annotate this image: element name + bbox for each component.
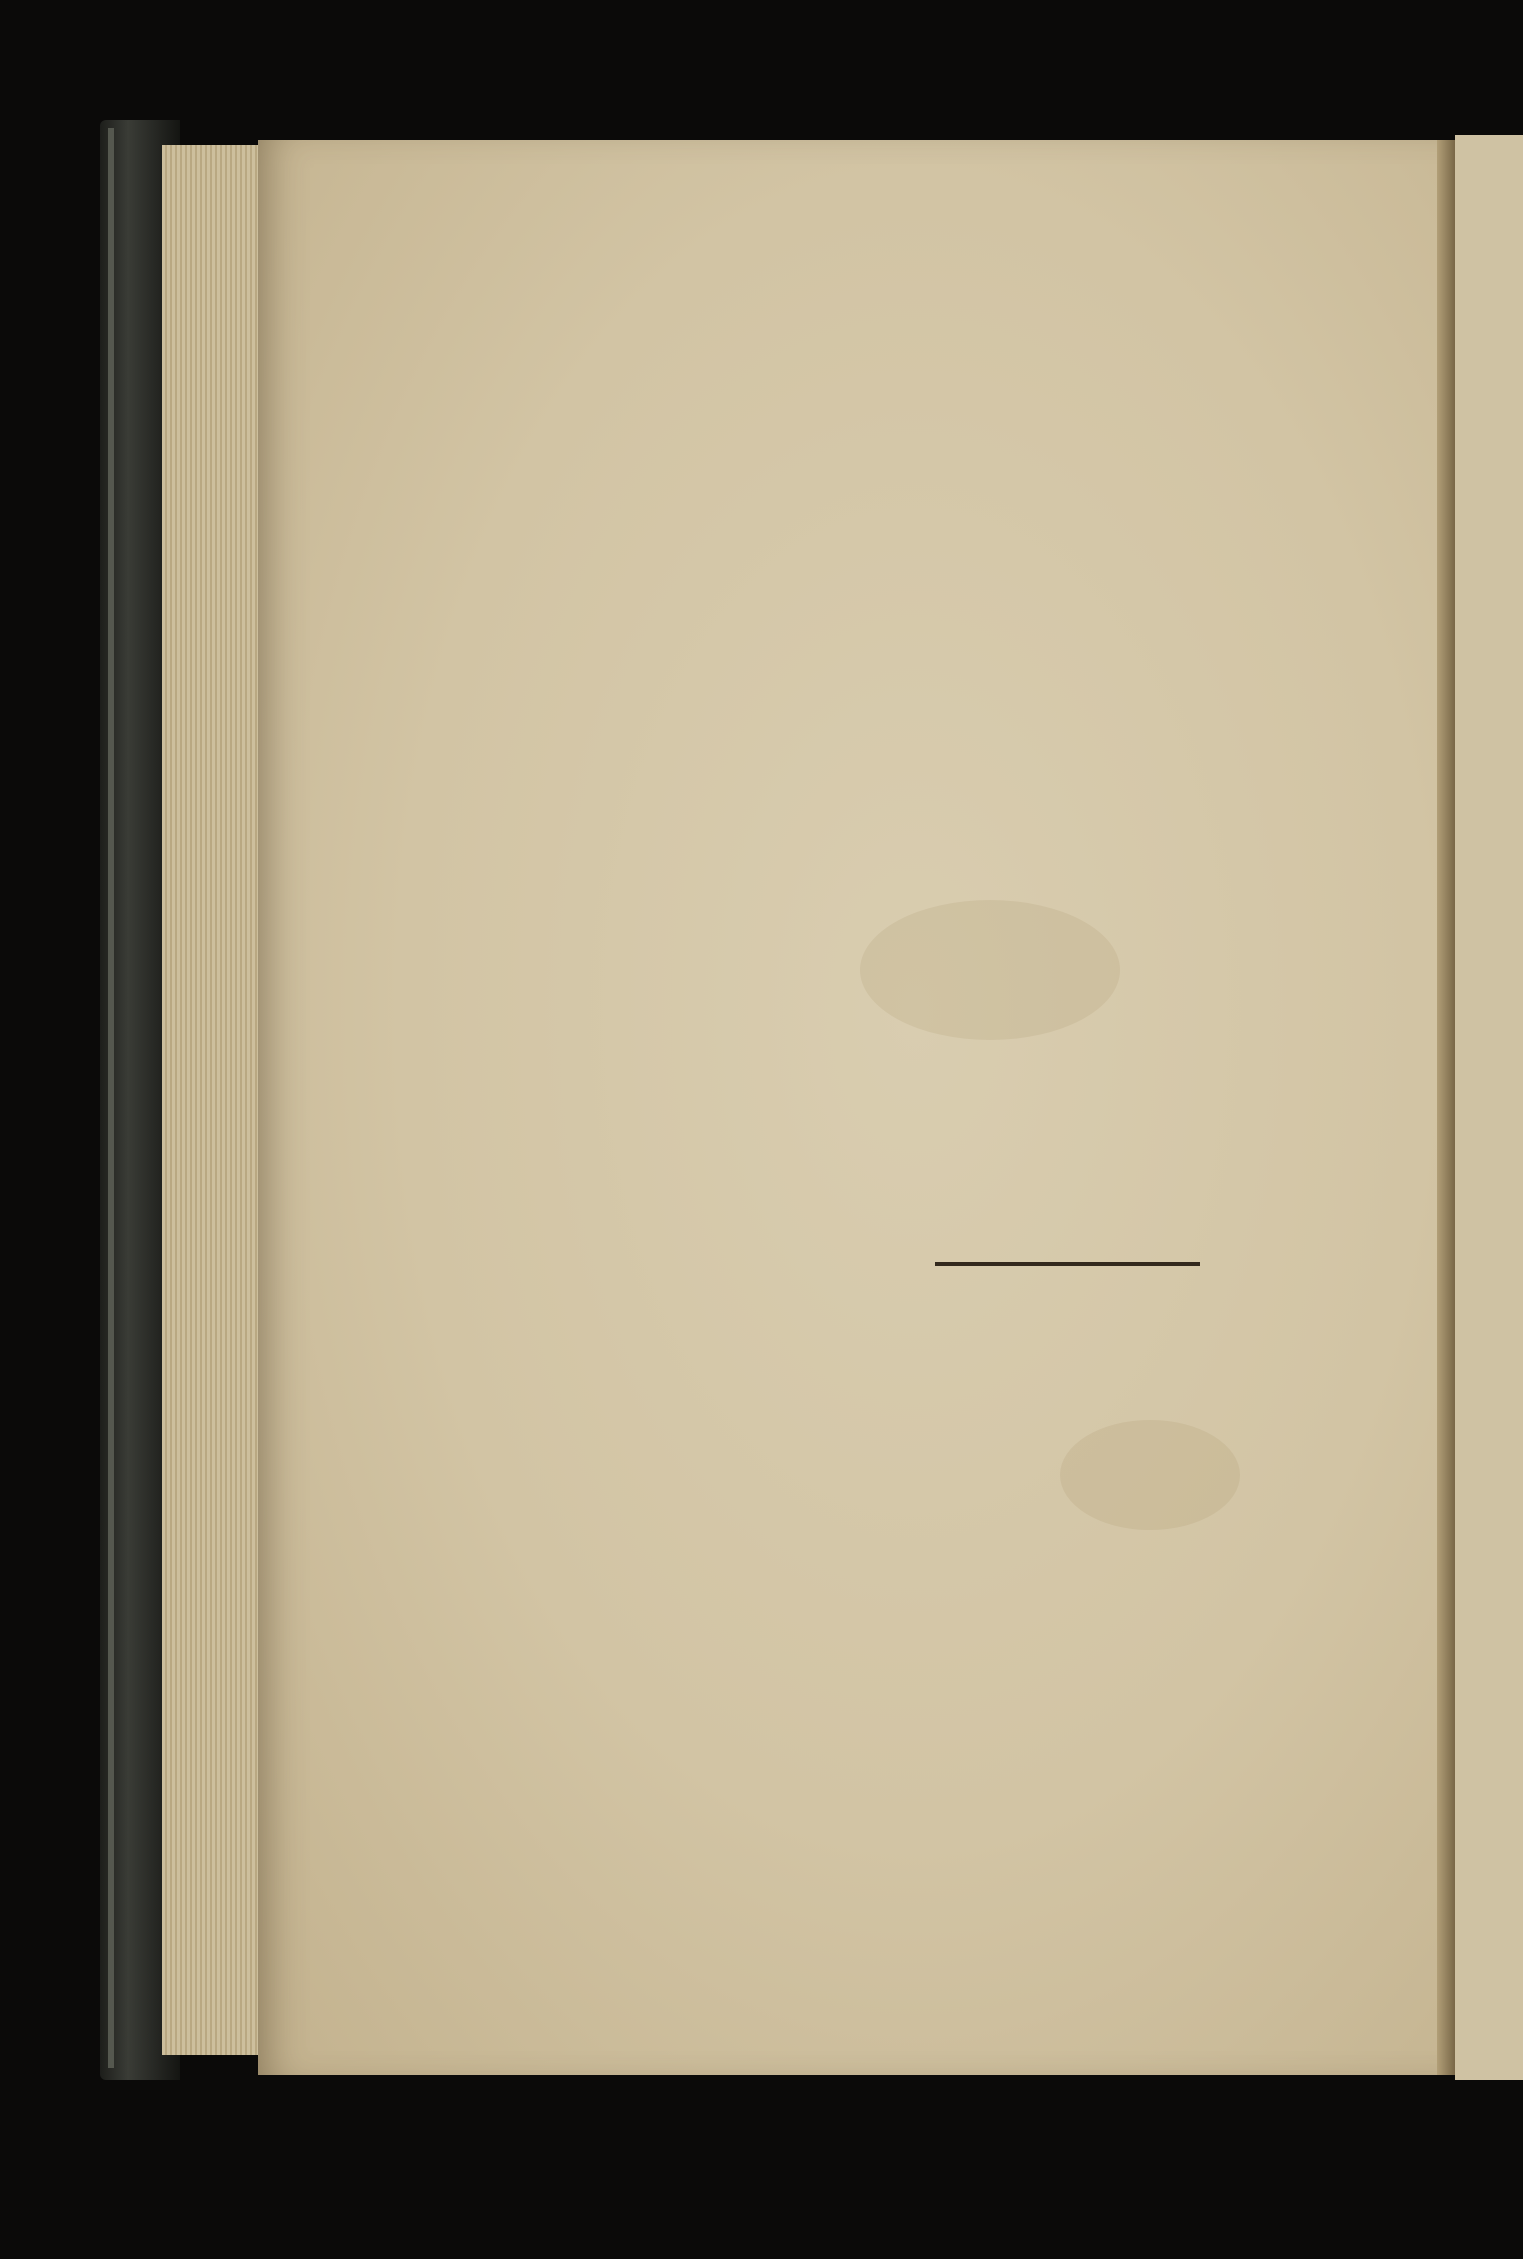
section-divider bbox=[935, 1262, 1200, 1266]
